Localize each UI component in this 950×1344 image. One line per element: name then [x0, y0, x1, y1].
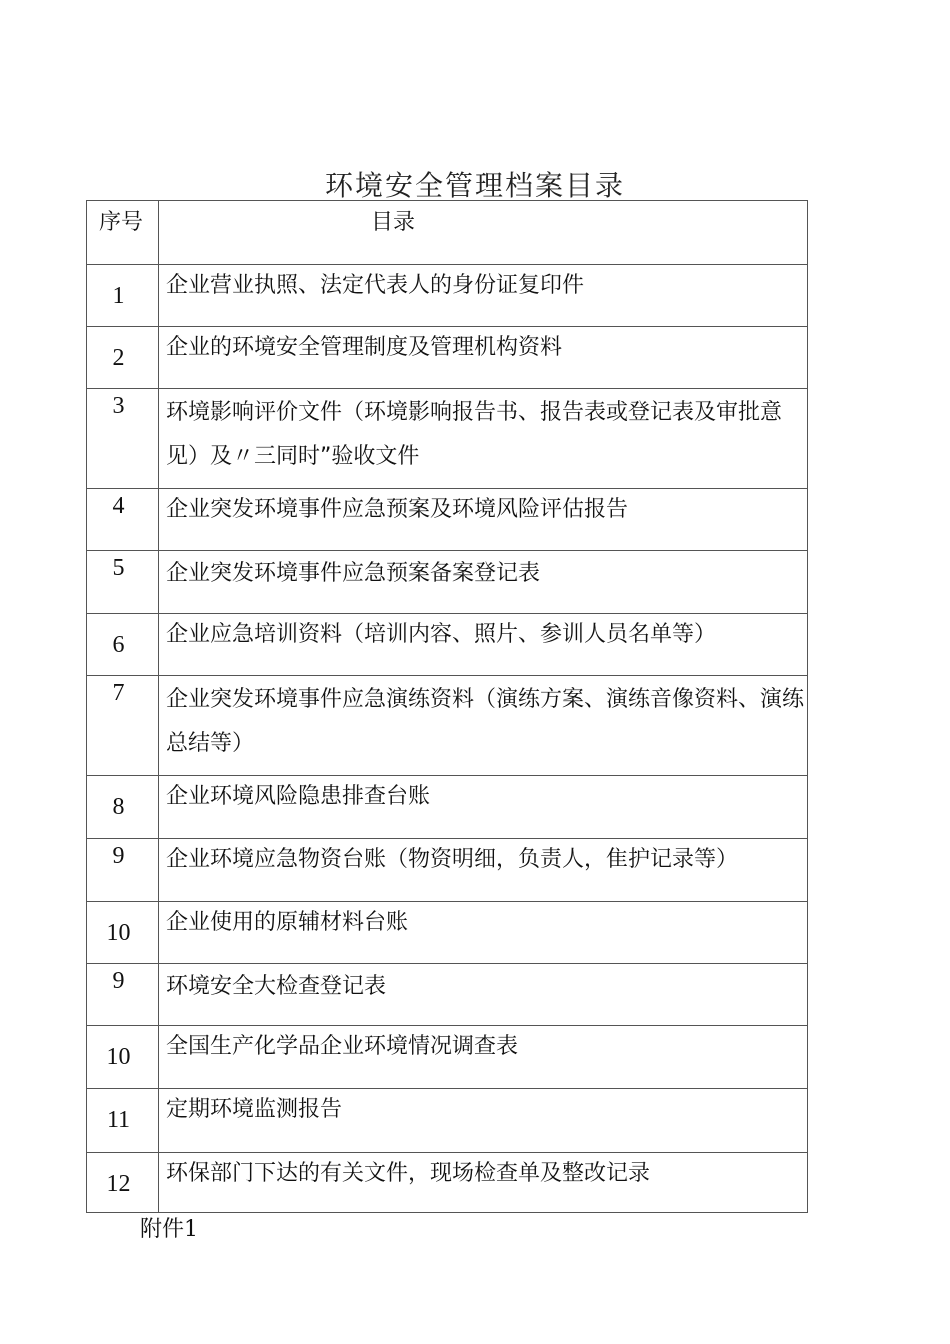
table-row: [87, 964, 808, 1026]
row-number: 3: [112, 393, 125, 419]
row-text-cell: [159, 776, 808, 839]
row-number: 10: [106, 920, 131, 946]
row-number-cell: [87, 265, 159, 327]
header-cell-catalog: [159, 201, 808, 265]
row-number: 6: [112, 632, 125, 658]
row-text-cell: [159, 389, 808, 489]
row-number: 9: [112, 968, 125, 994]
row-number: 12: [106, 1171, 131, 1197]
header-cell-no: [87, 201, 159, 265]
page-title: 环境安全管理档案目录: [324, 169, 625, 198]
row-text-cell: [159, 327, 808, 389]
row-number: 5: [112, 555, 125, 581]
table-row: [87, 1089, 808, 1153]
row-number-cell: [87, 902, 159, 964]
row-number: 7: [112, 680, 125, 706]
row-number-cell: [87, 551, 159, 614]
table-row: [87, 839, 808, 902]
table-header-row: [87, 201, 808, 265]
catalog-table: [86, 200, 808, 1213]
table-row: [87, 327, 808, 389]
row-text: 全国生产化学品企业环境情况调查表: [166, 1034, 519, 1059]
table-row: [87, 265, 808, 327]
row-number: 2: [112, 345, 125, 371]
row-text-cell: [159, 265, 808, 327]
title-area: [0, 160, 950, 198]
row-number-cell: [87, 389, 159, 489]
row-number-cell: [87, 614, 159, 676]
table-row: [87, 902, 808, 964]
row-number-cell: [87, 1089, 159, 1153]
row-number: 11: [106, 1107, 131, 1133]
row-text: 企业使用的原辅材料台账: [166, 910, 409, 935]
table-row: [87, 389, 808, 489]
row-text-cell: [159, 1089, 808, 1153]
row-text: 环境影响评价文件（环境影响报告书、报告表或登记表及审批意见）及〃三同时”验收文件: [166, 400, 783, 469]
row-text: 企业的环境安全管理制度及管理机构资料: [166, 335, 563, 360]
row-number-cell: [87, 327, 159, 389]
row-number: 10: [106, 1044, 131, 1070]
row-text-cell: [159, 676, 808, 776]
row-text: 企业应急培训资料（培训内容、照片、参训人员名单等）: [166, 622, 717, 647]
header-catalog-label: 目录: [371, 210, 416, 235]
row-text-cell: [159, 1153, 808, 1213]
row-text: 企业突发环境事件应急预案备案登记表: [166, 561, 541, 586]
row-text-cell: [159, 964, 808, 1026]
row-text-cell: [159, 614, 808, 676]
row-number: 9: [112, 843, 125, 869]
table-row: [87, 1153, 808, 1213]
table-row: [87, 614, 808, 676]
row-number-cell: [87, 1153, 159, 1213]
row-number: 1: [112, 283, 125, 309]
attachment-label: 附件1: [140, 1217, 198, 1242]
row-number-cell: [87, 964, 159, 1026]
row-text-cell: [159, 839, 808, 902]
row-text: 环境安全大检查登记表: [166, 974, 387, 999]
row-text: 企业营业执照、法定代表人的身份证复印件: [166, 273, 585, 298]
table-row: [87, 551, 808, 614]
row-number-cell: [87, 776, 159, 839]
header-no-label: 序号: [99, 210, 144, 235]
table-row: [87, 489, 808, 551]
row-number-cell: [87, 839, 159, 902]
row-number: 8: [112, 794, 125, 820]
row-text: 环保部门下达的有关文件，现场检查单及整改记录: [166, 1161, 651, 1186]
row-text-cell: [159, 1026, 808, 1089]
row-text: 企业环境应急物资台账（物资明细，负责人，隹护记录等）: [166, 847, 739, 872]
table-row: [87, 676, 808, 776]
row-text: 企业环境风险隐患排查台账: [166, 784, 431, 809]
row-number-cell: [87, 1026, 159, 1089]
row-text: 定期环境监测报告: [166, 1097, 343, 1122]
table-row: [87, 1026, 808, 1089]
row-number-cell: [87, 676, 159, 776]
row-text-cell: [159, 551, 808, 614]
row-text-cell: [159, 902, 808, 964]
row-number-cell: [87, 489, 159, 551]
row-text-cell: [159, 489, 808, 551]
table-row: [87, 776, 808, 839]
row-number: 4: [112, 493, 125, 519]
row-text: 企业突发环境事件应急演练资料（演练方案、演练音像资料、演练总结等）: [166, 687, 805, 756]
row-text: 企业突发环境事件应急预案及环境风险评估报告: [166, 497, 629, 522]
